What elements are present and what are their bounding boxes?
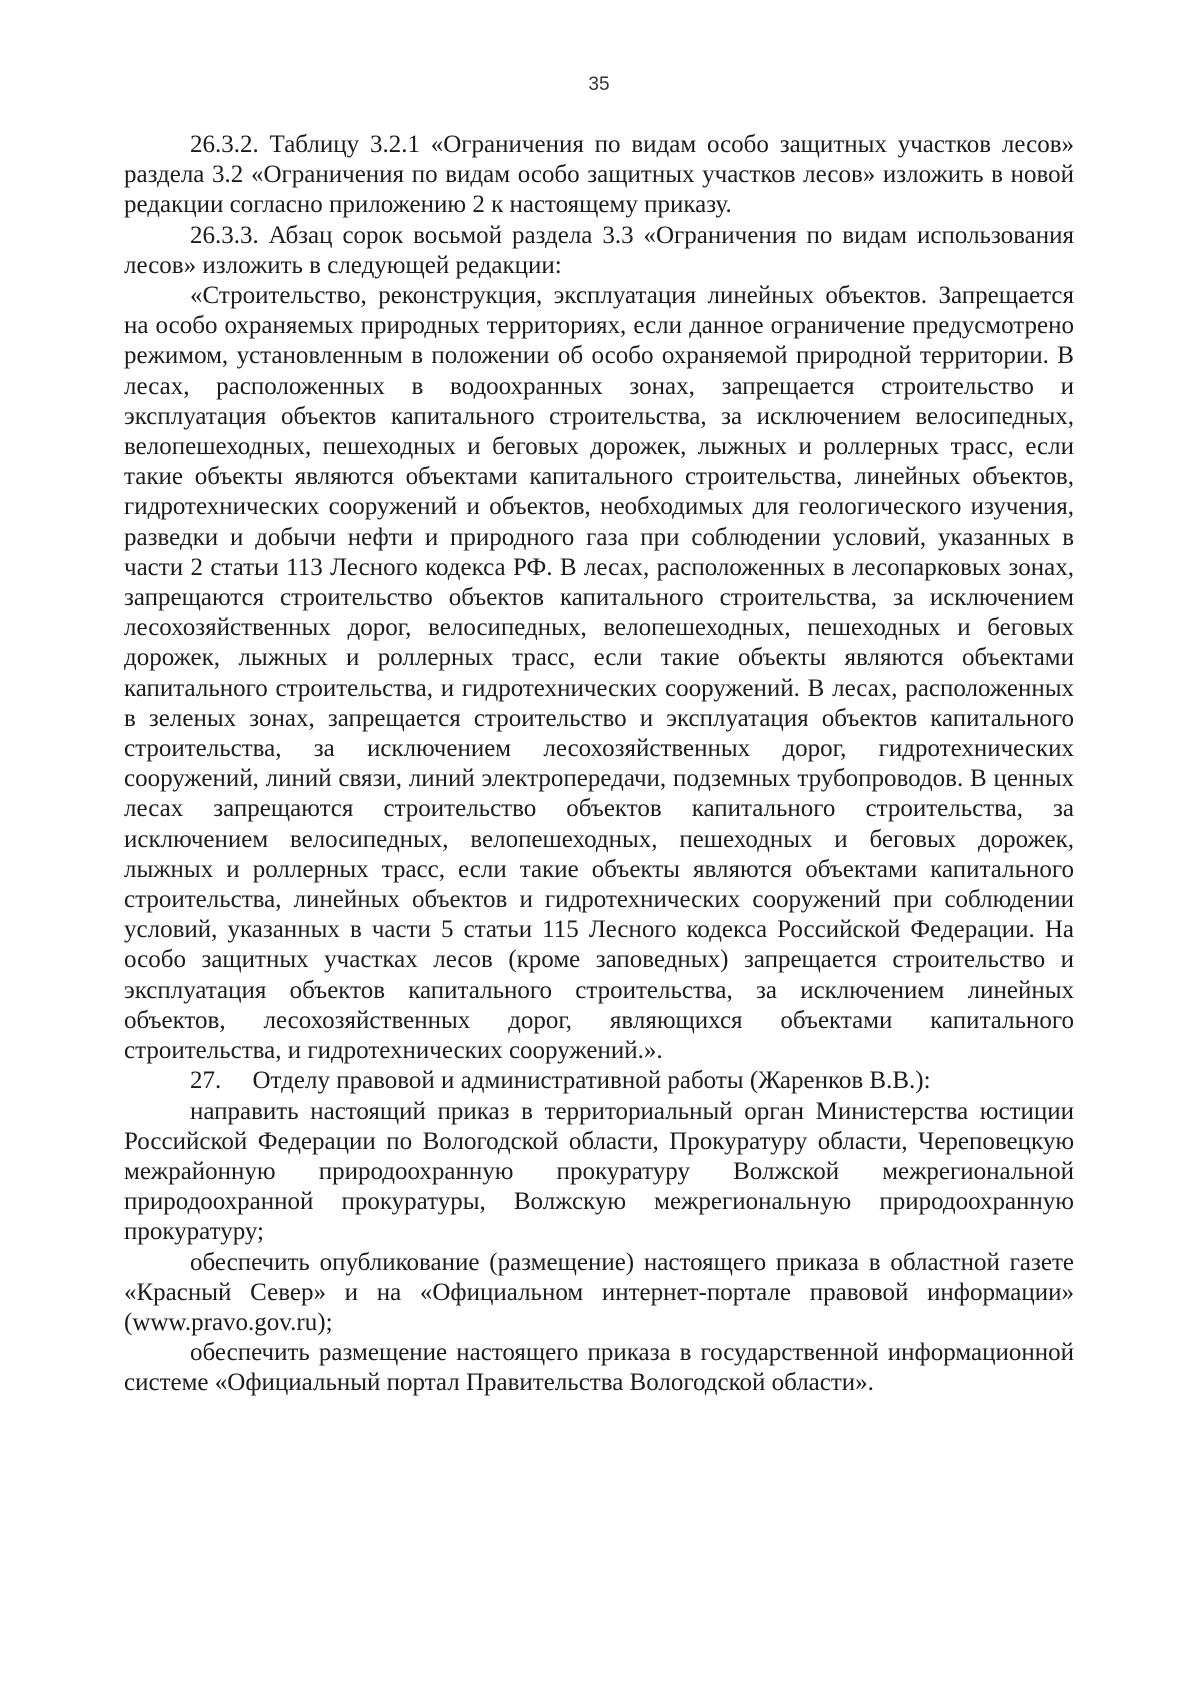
paragraph-26-3-3: 26.3.3. Абзац сорок восьмой раздела 3.3 «Ограничения по видам использования лесов» изложить в следующей редакции: (124, 221, 1074, 279)
paragraph-place-order: обеспечить размещение настоящего приказа в государственной информационной системе «Официальный портал Правительства Вологодской области». (124, 1339, 1074, 1397)
paragraph-send-order: направить настоящий приказ в территориальный орган Министерства юстиции Российской Федерации по Вологодской области, Прокуратуру области, Череповецкую межрайонную природоохранную прокуратуру Волжской межрегиональной природоохранной прокуратуры, Волжскую межрегиональную природоохранную прокуратуру; (124, 1097, 1074, 1246)
paragraph-27: 27. Отделу правовой и административной работы (Жаренков В.В.): (190, 1067, 931, 1095)
document-body (124, 130, 1074, 1399)
page-number: 35 (588, 74, 610, 95)
paragraph-quoted-restrictions: «Строительство, реконструкция, эксплуатация линейных объектов. Запрещается на особо охраняемых природных территориях, если данное ограничение предусмотрено режимом, установленным в положении об особо охраняемой природной территории. В лесах, расположенных в водоохранных зонах, запрещается строительство и эксплуатация объектов капитального строительства, за исключением велосипедных, велопешеходных, пешеходных и беговых дорожек, лыжных и роллерных трасс, если такие объекты являются объектами капитального строительства, линейных объектов, гидротехнических сооружений и объектов, необходимых для геологического изучения, разведки и добычи нефти и природного газа при соблюдении условий, указанных в части 2 статьи 113 Лесного кодекса РФ. В лесах, расположенных в лесопарковых зонах, запрещаются строительство объектов капитального строительства, за исключением лесохозяйственных дорог, велосипедных, велопешеходных, пешеходных и беговых дорожек, лыжных и роллерных трасс, если такие объекты являются объектами капитального строительства, и гидротехнических сооружений. В лесах, расположенных в зеленых зонах, запрещается строительство и эксплуатация объектов капитального строительства, за исключением лесохозяйственных дорог, гидротехнических сооружений, линий связи, линий электропередачи, подземных трубопроводов. В ценных лесах запрещаются строительство объектов капитального строительства, за исключением велосипедных, велопешеходных, пешеходных и беговых дорожек, лыжных и роллерных трасс, если такие объекты являются объектами капитального строительства, линейных объектов и гидротехнических сооружений при соблюдении условий, указанных в части 5 статьи 115 Лесного кодекса Российской Федерации. На особо защитных участках лесов (кроме заповедных) запрещается строительство и эксплуатация объектов капитального строительства, за исключением линейных объектов, лесохозяйственных дорог, являющихся объектами капитального строительства, и гидротехнических сооружений.». (124, 282, 1074, 1065)
paragraph-publish-order: обеспечить опубликование (размещение) настоящего приказа в областной газете «Красный Север» и на «Официальном интернет-портале правовой информации» (www.pravo.gov.ru); (124, 1248, 1074, 1336)
paragraph-26-3-2: 26.3.2. Таблицу 3.2.1 «Ограничения по видам особо защитных участков лесов» раздела 3.2 «Ограничения по видам особо защитных участков лесов» изложить в новой редакции согласно приложению 2 к настоящему приказу. (124, 131, 1074, 219)
